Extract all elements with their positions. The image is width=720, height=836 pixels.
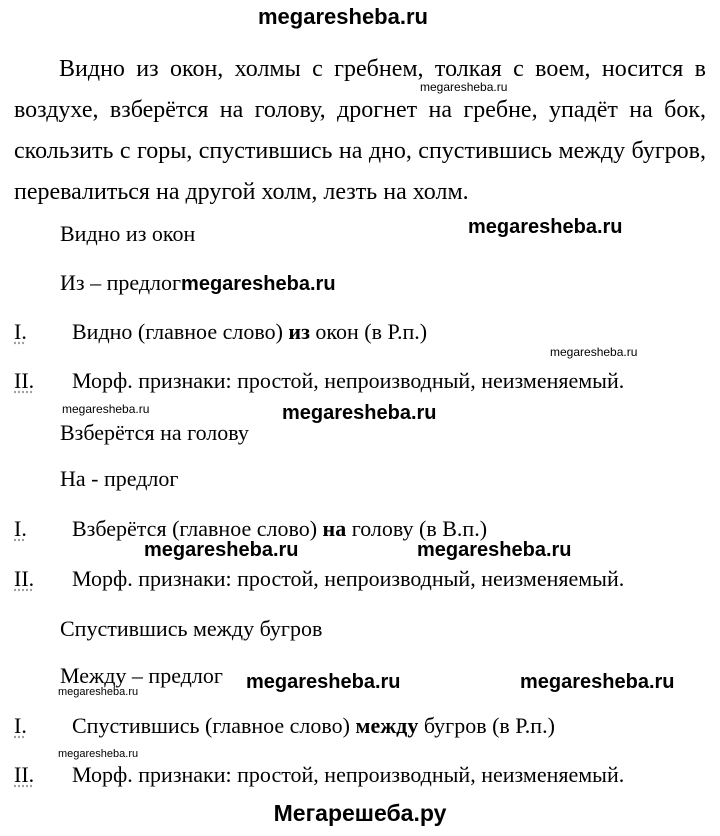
item-marker: I. [14,713,27,738]
item-2-2: Морф. признаки: простой, непроизводный, неизменяемый. [72,566,625,591]
watermark-big: megaresheba.ru [468,216,623,238]
item-marker: II. [14,368,35,393]
preposition-bold: на [322,516,347,541]
item-marker: II. [14,762,35,787]
item-3-1: Спустившись (главное слово) между бугров (в Р.п.) [72,713,555,738]
item-marker: II. [14,566,35,591]
preposition-line-2: На - предлог [60,466,179,491]
watermark-small: megaresheba.ru [62,402,150,416]
item-marker: I. [14,319,27,344]
intro-paragraph [14,49,706,213]
item-1-2: Морф. признаки: простой, непроизводный, неизменяемый. [72,368,625,393]
watermark-small: megaresheba.ru [58,748,139,760]
phrase-2: Взберётся на голову [60,420,249,445]
watermark-big: megaresheba.ru [417,539,572,561]
preposition-line-1 [60,270,336,296]
watermark-inline: megaresheba.ru [181,273,336,295]
phrase-3: Спустившись между бугров [60,616,323,641]
preposition-bold: между [355,713,419,738]
footer-brand: Мегарешеба.ру [273,800,447,826]
item-2-1: Взберётся (главное слово) на голову (в В.п.) [72,516,488,541]
phrase-1: Видно из окон [60,221,196,246]
item-3-2: Морф. признаки: простой, непроизводный, неизменяемый. [72,762,625,787]
watermark-big: megaresheba.ru [282,402,437,424]
intro-text: Видно из окон, холмы с гребнем, толкая с воем, носится в воздухе, взберётся на голову, дрогнет на гребне, упадёт на бок, скользить с горы, спустившись на дно, спустившись между бугров, перевалиться на другой холм, лезть на холм. [14,56,706,205]
preposition-line-3: Между – предлог [60,663,223,688]
watermark-small: megaresheba.ru [420,80,508,94]
watermark-big: megaresheba.ru [144,539,299,561]
item-marker: I. [14,516,27,541]
item-1-1: Видно (главное слово) из окон (в Р.п.) [72,319,428,344]
watermark-top: megaresheba.ru [258,4,428,29]
watermark-big: megaresheba.ru [246,671,401,693]
preposition-bold: из [288,319,310,344]
watermark-big: megaresheba.ru [520,671,675,693]
preposition-text-1: Из – предлог [60,270,182,295]
watermark-small: megaresheba.ru [550,345,638,359]
watermark-small: megaresheba.ru [58,686,139,698]
